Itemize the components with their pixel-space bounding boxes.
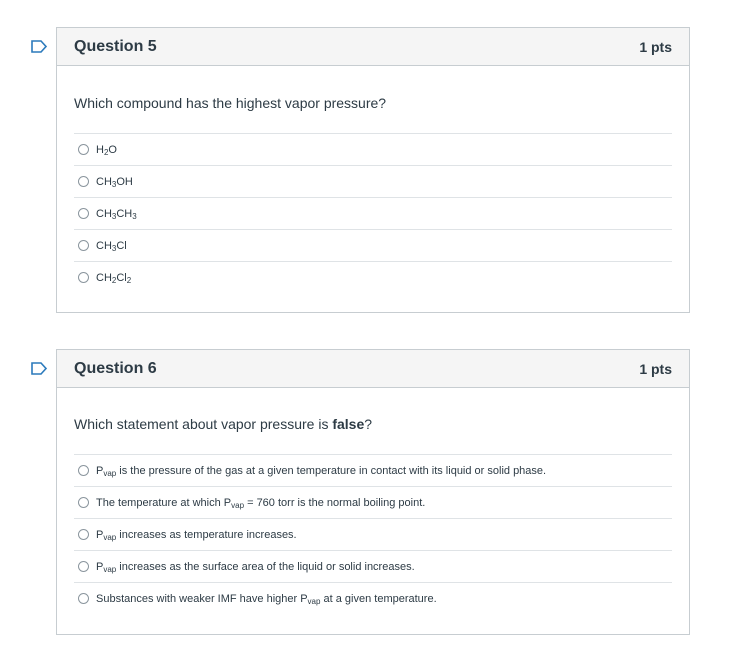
question-header (57, 350, 689, 388)
answer-option[interactable] (74, 165, 672, 197)
answer-label[interactable]: $CH_2Cl_2$ (96, 271, 132, 285)
answer-label[interactable]: $CH_3OH$ (96, 175, 133, 189)
answer-label[interactable]: The temperature at which $P_{vap} = 760$ torr is the normal boiling point. (96, 496, 426, 510)
radio-button[interactable] (78, 561, 89, 572)
answer-label[interactable]: $CH_3CH_3$ (96, 207, 137, 221)
question-5 (56, 27, 690, 313)
answer-label[interactable]: $P_{vap}$ is the pressure of the gas at a given temperature in contact with its liquid or solid phase. (96, 464, 547, 478)
radio-button[interactable] (78, 465, 89, 476)
answer-label[interactable]: Substances with weaker IMF have higher $P_{vap}$ at a given temperature. (96, 592, 437, 606)
radio-button[interactable] (78, 176, 89, 187)
answer-option[interactable] (74, 454, 672, 486)
radio-button[interactable] (78, 144, 89, 155)
radio-button[interactable] (78, 529, 89, 540)
answer-option[interactable] (74, 261, 672, 293)
question-points: 1 pts (639, 360, 672, 377)
question-title: Question 6 (74, 359, 157, 377)
radio-button[interactable] (78, 497, 89, 508)
answer-option[interactable] (74, 133, 672, 165)
answer-label[interactable]: $P_{vap}$ increases as the surface area of the liquid or solid increases. (96, 560, 415, 574)
answer-label[interactable]: $P_{vap}$ increases as temperature increases. (96, 528, 297, 542)
radio-button[interactable] (78, 272, 89, 283)
radio-button[interactable] (78, 208, 89, 219)
radio-button[interactable] (78, 240, 89, 251)
answer-option[interactable] (74, 486, 672, 518)
answer-option[interactable] (74, 518, 672, 550)
question-header (57, 28, 689, 66)
answer-option[interactable] (74, 229, 672, 261)
answer-label[interactable]: $H_2O$ (96, 143, 117, 157)
answer-option[interactable] (74, 550, 672, 582)
flag-question-icon[interactable] (31, 362, 48, 375)
answer-option[interactable] (74, 197, 672, 229)
question-points: 1 pts (639, 38, 672, 55)
question-prompt: Which compound has the highest vapor pressure? (74, 95, 387, 111)
flag-question-icon[interactable] (31, 40, 48, 53)
emphasis-false: false (332, 416, 365, 432)
question-6 (56, 349, 690, 635)
answer-label[interactable]: $CH_3Cl$ (96, 239, 127, 253)
question-prompt: Which statement about vapor pressure is false? (74, 416, 373, 432)
question-title: Question 5 (74, 37, 157, 55)
answer-option[interactable] (74, 582, 672, 614)
radio-button[interactable] (78, 593, 89, 604)
